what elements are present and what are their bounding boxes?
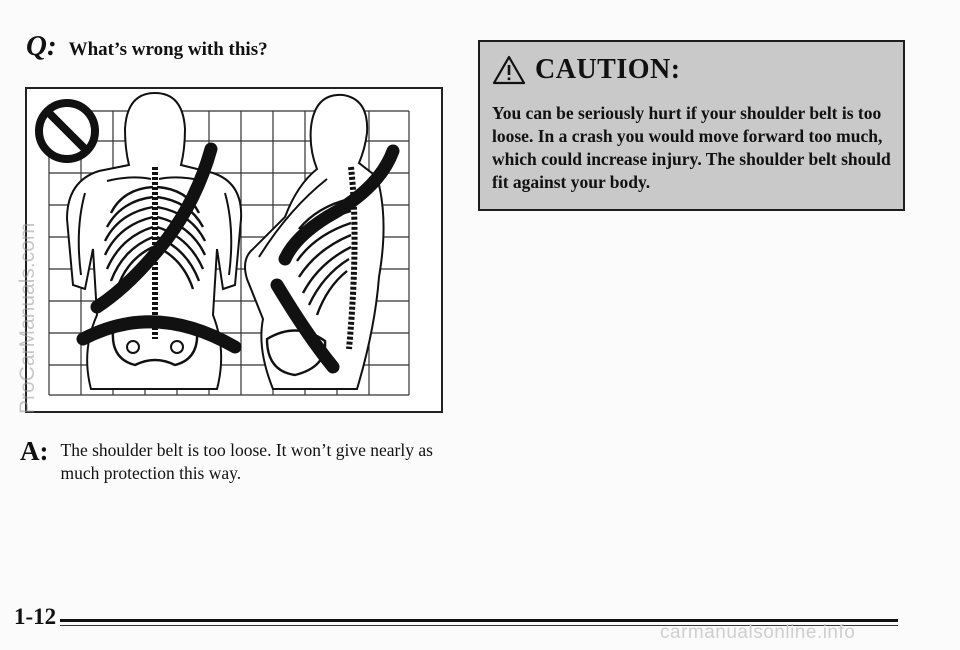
page-number: 1-12 bbox=[14, 604, 57, 629]
prohibited-icon bbox=[39, 103, 95, 159]
side-watermark: ProCarManuals.com bbox=[16, 222, 39, 414]
question-text: What’s wrong with this? bbox=[68, 39, 268, 60]
caution-box bbox=[478, 40, 905, 211]
seat-belt-illustration bbox=[25, 87, 443, 413]
caution-text: You can be seriously hurt if your shoulder belt is too loose. In a crash you would move forward too much, which could increase injury. The shoulder belt should fit against your body. bbox=[492, 103, 891, 192]
answer-marker: A: bbox=[20, 436, 49, 466]
answer bbox=[20, 437, 436, 485]
warning-triangle-icon bbox=[492, 55, 526, 85]
caution-title: CAUTION: bbox=[535, 54, 681, 85]
question bbox=[26, 30, 268, 63]
question-marker: Q: bbox=[26, 30, 57, 62]
caution-header bbox=[492, 54, 681, 86]
bottom-watermark: carmanualsonline.info bbox=[660, 622, 856, 643]
side-view-figure bbox=[245, 95, 393, 389]
skeleton-drawing bbox=[27, 89, 441, 411]
answer-text: The shoulder belt is too loose. It won’t give nearly as much protection this way. bbox=[60, 440, 433, 483]
